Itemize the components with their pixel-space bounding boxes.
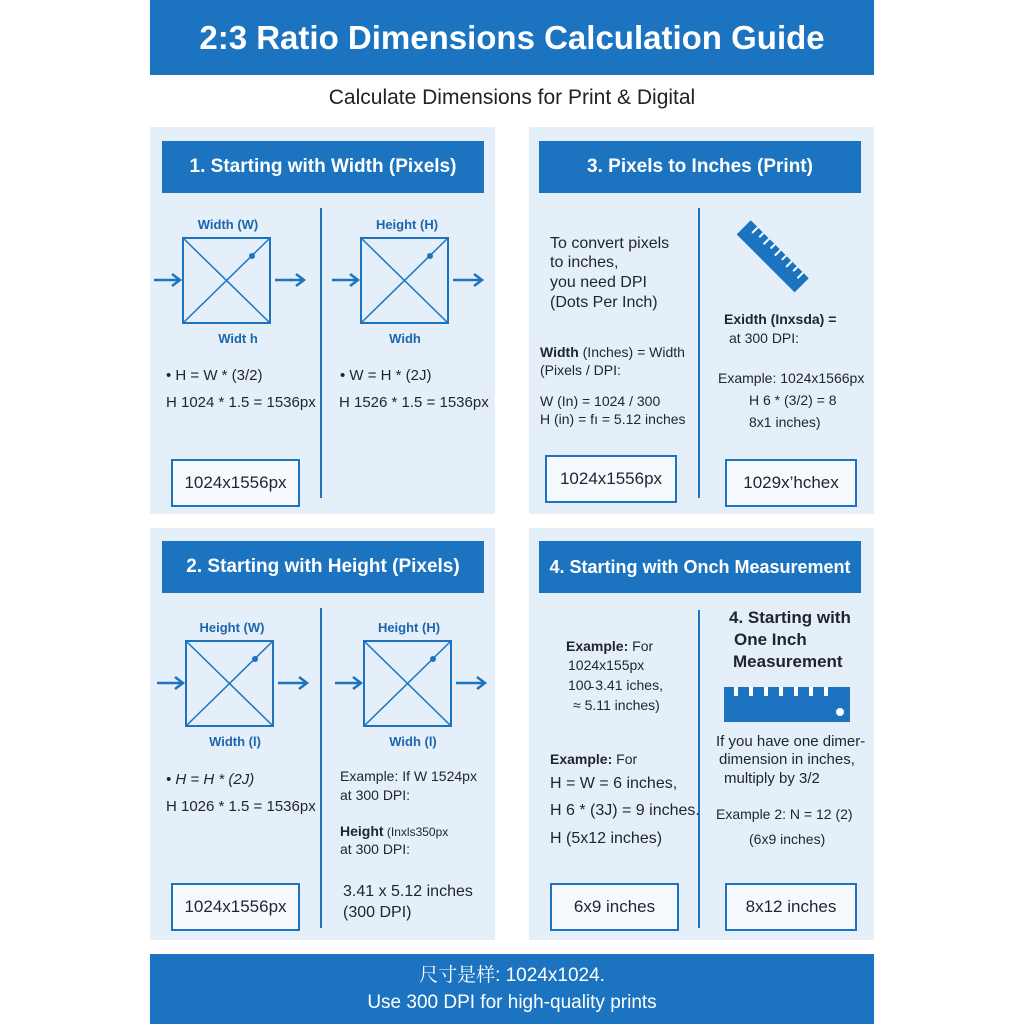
result-box: 8x12 inches bbox=[725, 883, 857, 931]
panel-1-divider bbox=[320, 208, 322, 498]
height-label: Height (W) bbox=[199, 620, 265, 635]
height-bold: Height bbox=[340, 823, 384, 839]
width-rest: (Inches) = Width bbox=[578, 344, 685, 360]
exidth-line: Exidth (Inxsda) = bbox=[724, 311, 837, 327]
example-result: 8x1 inches) bbox=[749, 414, 821, 430]
example-bold: Example: bbox=[566, 638, 629, 654]
example-line: Example: If W 1524px bbox=[340, 768, 477, 784]
height-bottom-label: Widh bbox=[389, 331, 421, 346]
intro-line-3: you need DPI bbox=[550, 274, 647, 291]
example-approx: ≈ 5.11 inches) bbox=[573, 697, 660, 713]
exidth-dpi: at 300 DPI: bbox=[729, 330, 800, 346]
measure-line-1: H = W = 6 inches, bbox=[550, 775, 678, 792]
example-for bbox=[566, 637, 653, 656]
panel-3-divider bbox=[698, 208, 700, 498]
result-inches: 3.41 x 5.12 inches bbox=[343, 883, 473, 900]
panel-2-divider bbox=[320, 608, 322, 928]
result-box: 1024x1556px bbox=[171, 883, 300, 931]
square-diagram-icon bbox=[150, 236, 310, 328]
example2-result: (6x9 inches) bbox=[749, 831, 826, 847]
square-diagram-icon bbox=[328, 236, 488, 328]
tip-line-1: If you have one dimer- bbox=[716, 733, 866, 750]
width-bold: Width bbox=[540, 344, 579, 360]
example2-rest: For bbox=[612, 751, 638, 767]
width-label: Width (W) bbox=[197, 217, 259, 232]
height-rest: (Inxls350px bbox=[383, 825, 449, 839]
example-rest: For bbox=[628, 638, 654, 654]
example2-bold: Example: bbox=[550, 751, 613, 767]
side-heading-2: One Inch bbox=[734, 630, 807, 649]
height-label: Height (H) bbox=[375, 217, 439, 232]
example2-for bbox=[550, 750, 637, 769]
ruler-icon bbox=[724, 687, 850, 723]
page-title: 2:3 Ratio Dimensions Calculation Guide bbox=[150, 0, 874, 75]
example-h: H 1024 * 1.5 = 1536px bbox=[166, 394, 316, 411]
width-bottom-label: Widh (l) bbox=[389, 734, 437, 749]
example-h: H 1026 * 1.5 = 1536px bbox=[166, 798, 316, 815]
intro-line-1: To convert pixels bbox=[550, 235, 670, 252]
panel-3-header: 3. Pixels to Inches (Print) bbox=[539, 141, 861, 193]
example-inches: 100̵ 3.41 iches, bbox=[568, 677, 663, 693]
example-dpi: at 300 DPI: bbox=[340, 787, 411, 803]
intro-line-2: to inches, bbox=[550, 254, 619, 271]
tip-line-2: dimension in inches, bbox=[719, 751, 855, 768]
side-heading-3: Measurement bbox=[733, 652, 843, 671]
example2-line: Example 2: N = 12 (2) bbox=[716, 806, 853, 822]
footer-line-2: Use 300 DPI for high-quality prints bbox=[367, 991, 657, 1013]
measure-line-2: H 6 * (3J) = 9 inches. bbox=[550, 802, 700, 819]
panel-2-header: 2. Starting with Height (Pixels) bbox=[162, 541, 484, 593]
panel-4-divider bbox=[698, 610, 700, 928]
width-formula-line bbox=[540, 343, 685, 362]
square-diagram-icon bbox=[331, 639, 491, 731]
footer-line-1: 尺寸是样: 1024x1024. bbox=[419, 965, 605, 986]
ruler-icon bbox=[735, 220, 809, 294]
page-subtitle: Calculate Dimensions for Print & Digital bbox=[328, 86, 696, 109]
result-box: 6x9 inches bbox=[550, 883, 679, 931]
formula-h: • H = H * (2J) bbox=[166, 771, 255, 788]
example-calc: H 6 * (3/2) = 8 bbox=[749, 392, 837, 408]
example-w: H 1526 * 1.5 = 1536px bbox=[339, 394, 489, 411]
width-bottom-label: Widt​ h bbox=[218, 331, 258, 346]
calc-width: W (In) = 1024 / 300 bbox=[540, 393, 661, 409]
square-diagram-icon bbox=[153, 639, 313, 731]
width-bottom-label: Width (l) bbox=[209, 734, 261, 749]
formula-h: • H = W * (3/2) bbox=[166, 367, 263, 384]
height-dpi: at 300 DPI: bbox=[340, 841, 411, 857]
footer bbox=[150, 954, 874, 1024]
result-box: 1024x1556px bbox=[171, 459, 300, 507]
calc-height: H (in) = fı = 5.12 inches bbox=[540, 411, 686, 427]
result-box: 1029x’hchex bbox=[725, 459, 857, 507]
formula-w: • W = H * (2J) bbox=[340, 367, 432, 384]
tip-line-3: multiply by 3/2 bbox=[724, 770, 820, 787]
panel-1-header: 1. Starting with Width (Pixels) bbox=[162, 141, 484, 193]
width-formula-line-2: (Pixels / DPI: bbox=[540, 362, 621, 378]
height-line bbox=[340, 822, 448, 841]
height-label: Height (H) bbox=[377, 620, 441, 635]
example-pixels: 1024x155px bbox=[568, 657, 645, 673]
result-box: 1024x1556px bbox=[545, 455, 677, 503]
measure-line-3: H (5x12 inches) bbox=[550, 830, 663, 847]
panel-4-header: 4. Starting with Onch Measurement bbox=[539, 541, 861, 593]
side-heading-1: 4. Starting with bbox=[729, 608, 851, 627]
example-line: Example: 1024x1566px bbox=[718, 370, 865, 386]
result-dpi: (300 DPI) bbox=[343, 904, 412, 921]
intro-line-4: (Dots Per Inch) bbox=[550, 294, 658, 311]
